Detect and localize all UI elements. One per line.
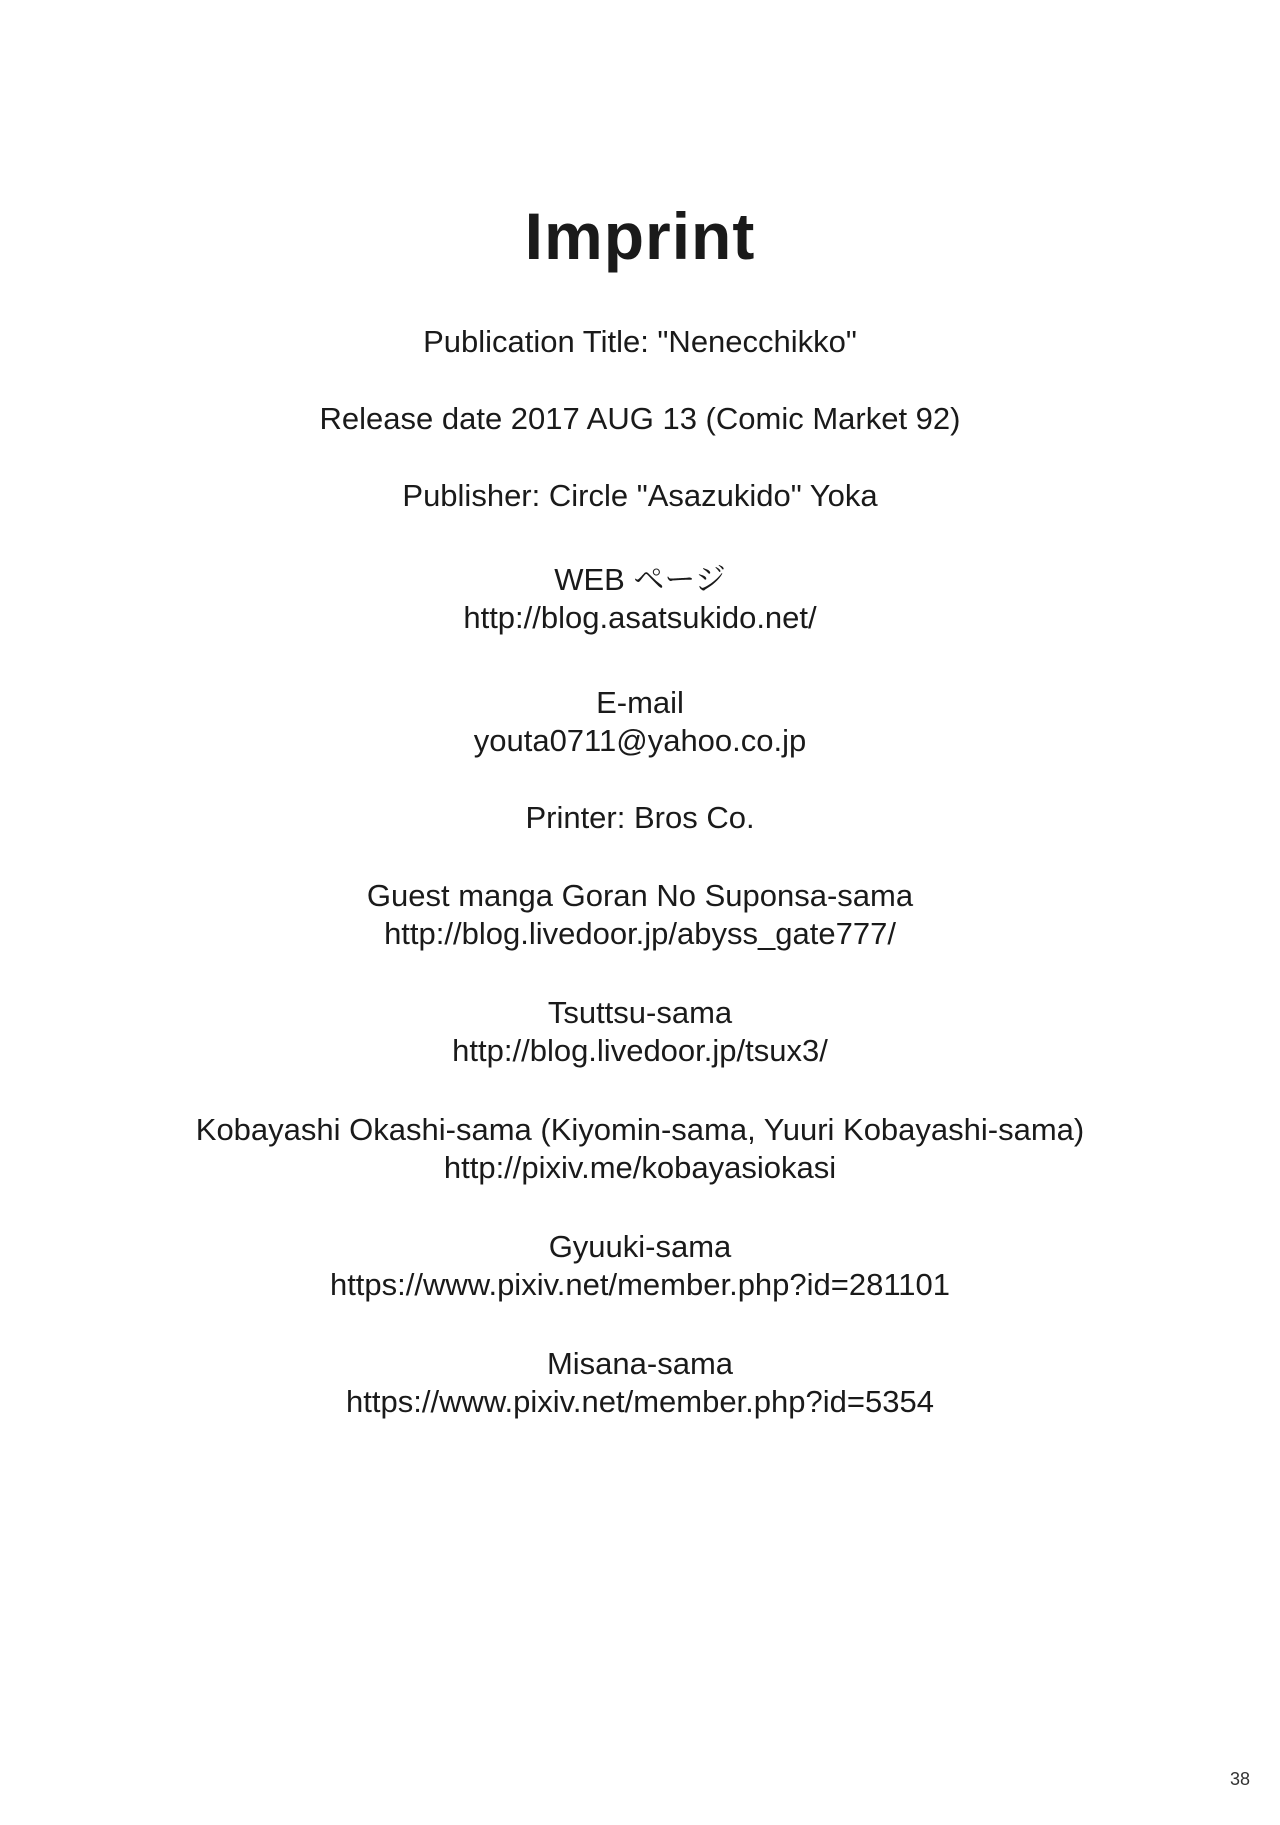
guest-url[interactable]: https://www.pixiv.net/member.php?id=5354 <box>346 1384 934 1419</box>
web-label: WEB ページ <box>554 562 726 597</box>
guest-url[interactable]: http://pixiv.me/kobayasiokasi <box>443 1150 837 1185</box>
publisher: Publisher: Circle "Asazukido" Yoka <box>402 478 878 513</box>
page-number: 38 <box>1229 1769 1250 1789</box>
guest-name: Gyuuki-sama <box>548 1229 732 1264</box>
guest-url[interactable]: http://blog.livedoor.jp/abyss_gate777/ <box>384 916 896 951</box>
email-address[interactable]: youta0711@yahoo.co.jp <box>473 723 807 758</box>
guest-name: Kobayashi Okashi-sama (Kiyomin-sama, Yuuri Kobayashi-sama) <box>195 1112 1085 1147</box>
guest-name: Guest manga Goran No Suponsa-sama <box>366 878 914 913</box>
guest-url[interactable]: https://www.pixiv.net/member.php?id=281101 <box>329 1267 951 1302</box>
printer: Printer: Bros Co. <box>525 800 755 835</box>
release-date: Release date 2017 AUG 13 (Comic Market 92) <box>319 401 961 436</box>
page-title: Imprint <box>524 199 756 273</box>
email-label: E-mail <box>596 685 684 720</box>
web-url[interactable]: http://blog.asatsukido.net/ <box>463 600 817 635</box>
publication-title: Publication Title: "Nenecchikko" <box>423 324 857 359</box>
guest-name: Misana-sama <box>546 1346 734 1381</box>
guest-name: Tsuttsu-sama <box>547 995 733 1030</box>
guest-url[interactable]: http://blog.livedoor.jp/tsux3/ <box>452 1033 828 1068</box>
